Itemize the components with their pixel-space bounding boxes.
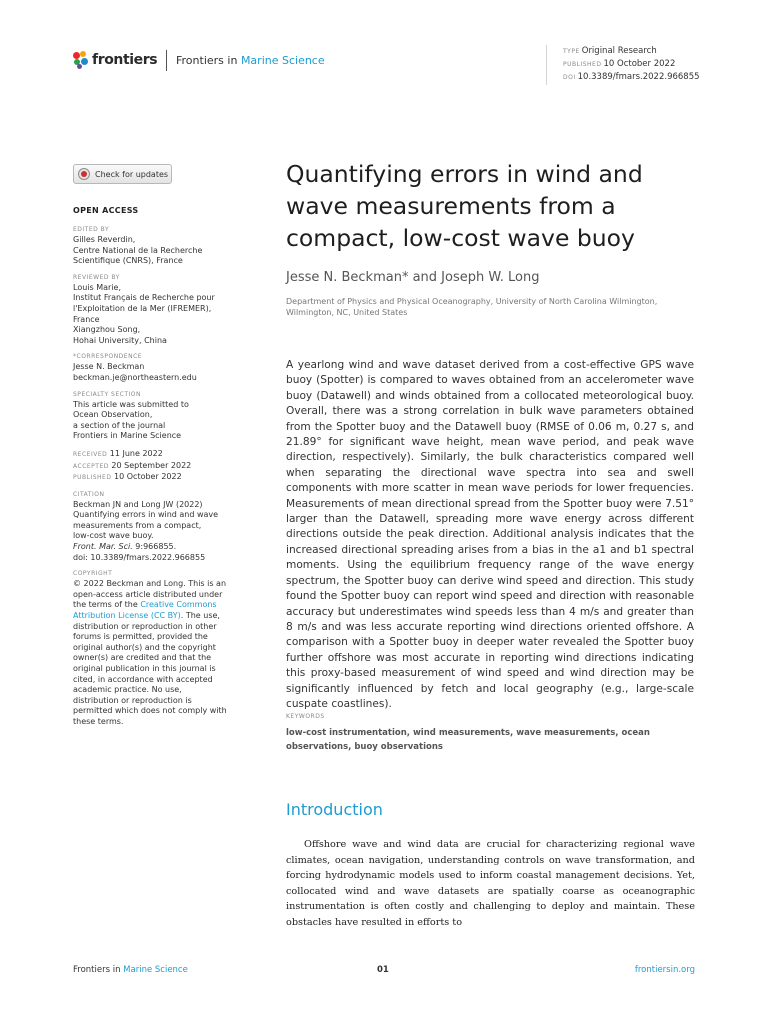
editor-line: Scientifique (CNRS), France — [73, 256, 183, 266]
frontiers-logo[interactable] — [73, 50, 157, 70]
reviewed-by-section: REVIEWED BY Louis Marie, Institut Français de Recherche pour l'Exploitation de la Mer (IFREMER), France Xiangzhou Song, Hohai University, China — [73, 274, 243, 347]
reviewer-line: Xiangzhou Song, — [73, 325, 141, 335]
introduction-heading: Introduction — [286, 800, 383, 819]
article-type: TYPE Original Research — [563, 46, 657, 56]
reviewer-line: France — [73, 314, 100, 324]
check-for-updates-button[interactable] — [73, 164, 172, 184]
correspondence-section: *CORRESPONDENCE Jesse N. Beckman beckman.je@northeastern.edu — [73, 353, 243, 383]
editor-line: Centre National de la Recherche — [73, 245, 203, 255]
journal-name[interactable] — [176, 54, 325, 67]
citation-doi[interactable]: doi: 10.3389/fmars.2022.966855 — [73, 552, 206, 562]
copyright-section: COPYRIGHT © 2022 Beckman and Long. This is an open-access article distributed under the terms of the Creative Commons Attribution License (CC BY). The use, distribution or reproduction in other forums is permitted, provided the original author(s) and the copyright owner(s) are credited and that the original publication in this journal is cited, in accordance with accepted academic practice. No use, distribution or reproduction is permitted which does not comply with these terms. — [73, 570, 227, 726]
open-access-label: OPEN ACCESS — [73, 206, 139, 215]
published-date: PUBLISHED 10 October 2022 — [563, 59, 676, 69]
introduction-paragraph: Offshore wave and wind data are crucial for characterizing regional wave climates, ocean navigation, understanding controls on wave transformation, and forcing hydrodynamic models used to inform coastal management decisions. Yet, collocated wind and wave datasets are spatially coarse as oceanographic instrumentation is often costly and challenging to deploy and maintain. These obstacles have resulted in efforts to — [286, 839, 695, 928]
correspondence-name: Jesse N. Beckman — [73, 362, 145, 372]
cc-license-link[interactable]: Creative Commons — [140, 600, 217, 610]
edited-by-section: EDITED BY Gilles Reverdin, Centre National de la Recherche Scientifique (CNRS), France — [73, 226, 243, 267]
reviewer-line: Louis Marie, — [73, 282, 121, 292]
brand-name: frontiers — [92, 52, 158, 68]
article-sidebar — [73, 206, 243, 735]
page-number: 01 — [377, 965, 389, 975]
received-date: RECEIVED 11 June 2022 — [73, 448, 163, 458]
cc-license-link-2[interactable]: Attribution License (CC BY) — [73, 611, 181, 621]
article-authors: Jesse N. Beckman* and Joseph W. Long — [286, 270, 540, 285]
frontiers-logo-icon — [73, 51, 89, 69]
reviewer-line: Institut Français de Recherche pour — [73, 293, 215, 303]
header-divider — [166, 50, 167, 71]
footer-site-link[interactable]: frontiersin.org — [634, 965, 695, 975]
article-title: Quantifying errors in wind and wave measurements from a compact, low-cost wave buoy — [286, 160, 643, 252]
specialty-section: SPECIALTY SECTION This article was submitted to Ocean Observation, a section of the journal Frontiers in Marine Science — [73, 390, 189, 441]
author-affiliation: Department of Physics and Physical Oceanography, University of North Carolina Wilmington, Wilmington, NC, United States — [286, 297, 658, 317]
article-meta — [546, 45, 700, 85]
check-updates-label: Check for updates — [95, 169, 169, 179]
journal-title: Marine Science — [240, 54, 325, 67]
reviewer-line: Hohai University, China — [73, 335, 167, 345]
keywords: low-cost instrumentation, wind measurements, wave measurements, ocean observations, buoy observations — [286, 728, 650, 752]
editor-line: Gilles Reverdin, — [73, 235, 136, 244]
reviewer-line: l'Exploitation de la Mer (IFREMER), — [73, 303, 212, 313]
dates-section — [73, 449, 243, 484]
keywords-label: KEYWORDS — [286, 713, 325, 720]
citation-section: CITATION Beckman JN and Long JW (2022) Quantifying errors in wind and wave measurements from a compact, low-cost wave buoy. Front. Mar. Sci. 9:966855. doi: 10.3389/fmars.2022.966855 — [73, 491, 243, 564]
published-date-sidebar: PUBLISHED 10 October 2022 — [73, 472, 182, 482]
article-doi[interactable]: DOI 10.3389/fmars.2022.966855 — [563, 72, 700, 82]
footer-journal[interactable]: Frontiers in Marine Science — [73, 965, 188, 975]
journal-prefix: Frontiers in — [176, 54, 238, 67]
abstract: A yearlong wind and wave dataset derived from a cost-effective GPS wave buoy (Spotter) is compared to waves obtained from an accelerometer wave buoy (Datawell) and winds obtained from a collocated meteorological buoy. Overall, there was a strong correlation in bulk wave parameters obtained from the Spotter buoy and the Datawell buoy (RMSE of 0.06 m, 0.27 s, and 21.89° for significant wave height, mean wave period, and peak wave direction, respectively). Similarly, the bulk characteristics compared well when separating the directional wave spectra into sea and swell components with more scatter in mean wave periods for lower frequencies. Measurements of mean directional spread from the Spotter buoy were 7.51° larger than the Datawell, spreading more wave energy across different directions outside the peak direction. Additional analysis indicates that the increased directional spreading arises from a bias in the a1 and b1 spectral moments. Using the equilibrium frequency range of the wave energy spectrum, the Spotter buoy can derive wind speed and direction. This study found the Spotter buoy can report wind speed and direction with reasonable accuracy but underestimates wind speeds less than 4 m/s and greater than 8 m/s and was less accurate reporting wind directions oriented offshore. A comparison with a Spotter buoy in deeper water revealed the Spotter buoy further offshore was most accurate in reporting wind directions indicating this proxy-based measurement of wind speed and wind direction may be significantly influenced by fetch and local geography (e.g., large-scale cuspate coastlines). — [286, 359, 694, 710]
crossmark-icon — [78, 168, 90, 180]
accepted-date: ACCEPTED 20 September 2022 — [73, 460, 192, 470]
correspondence-email[interactable]: beckman.je@northeastern.edu — [73, 372, 197, 382]
